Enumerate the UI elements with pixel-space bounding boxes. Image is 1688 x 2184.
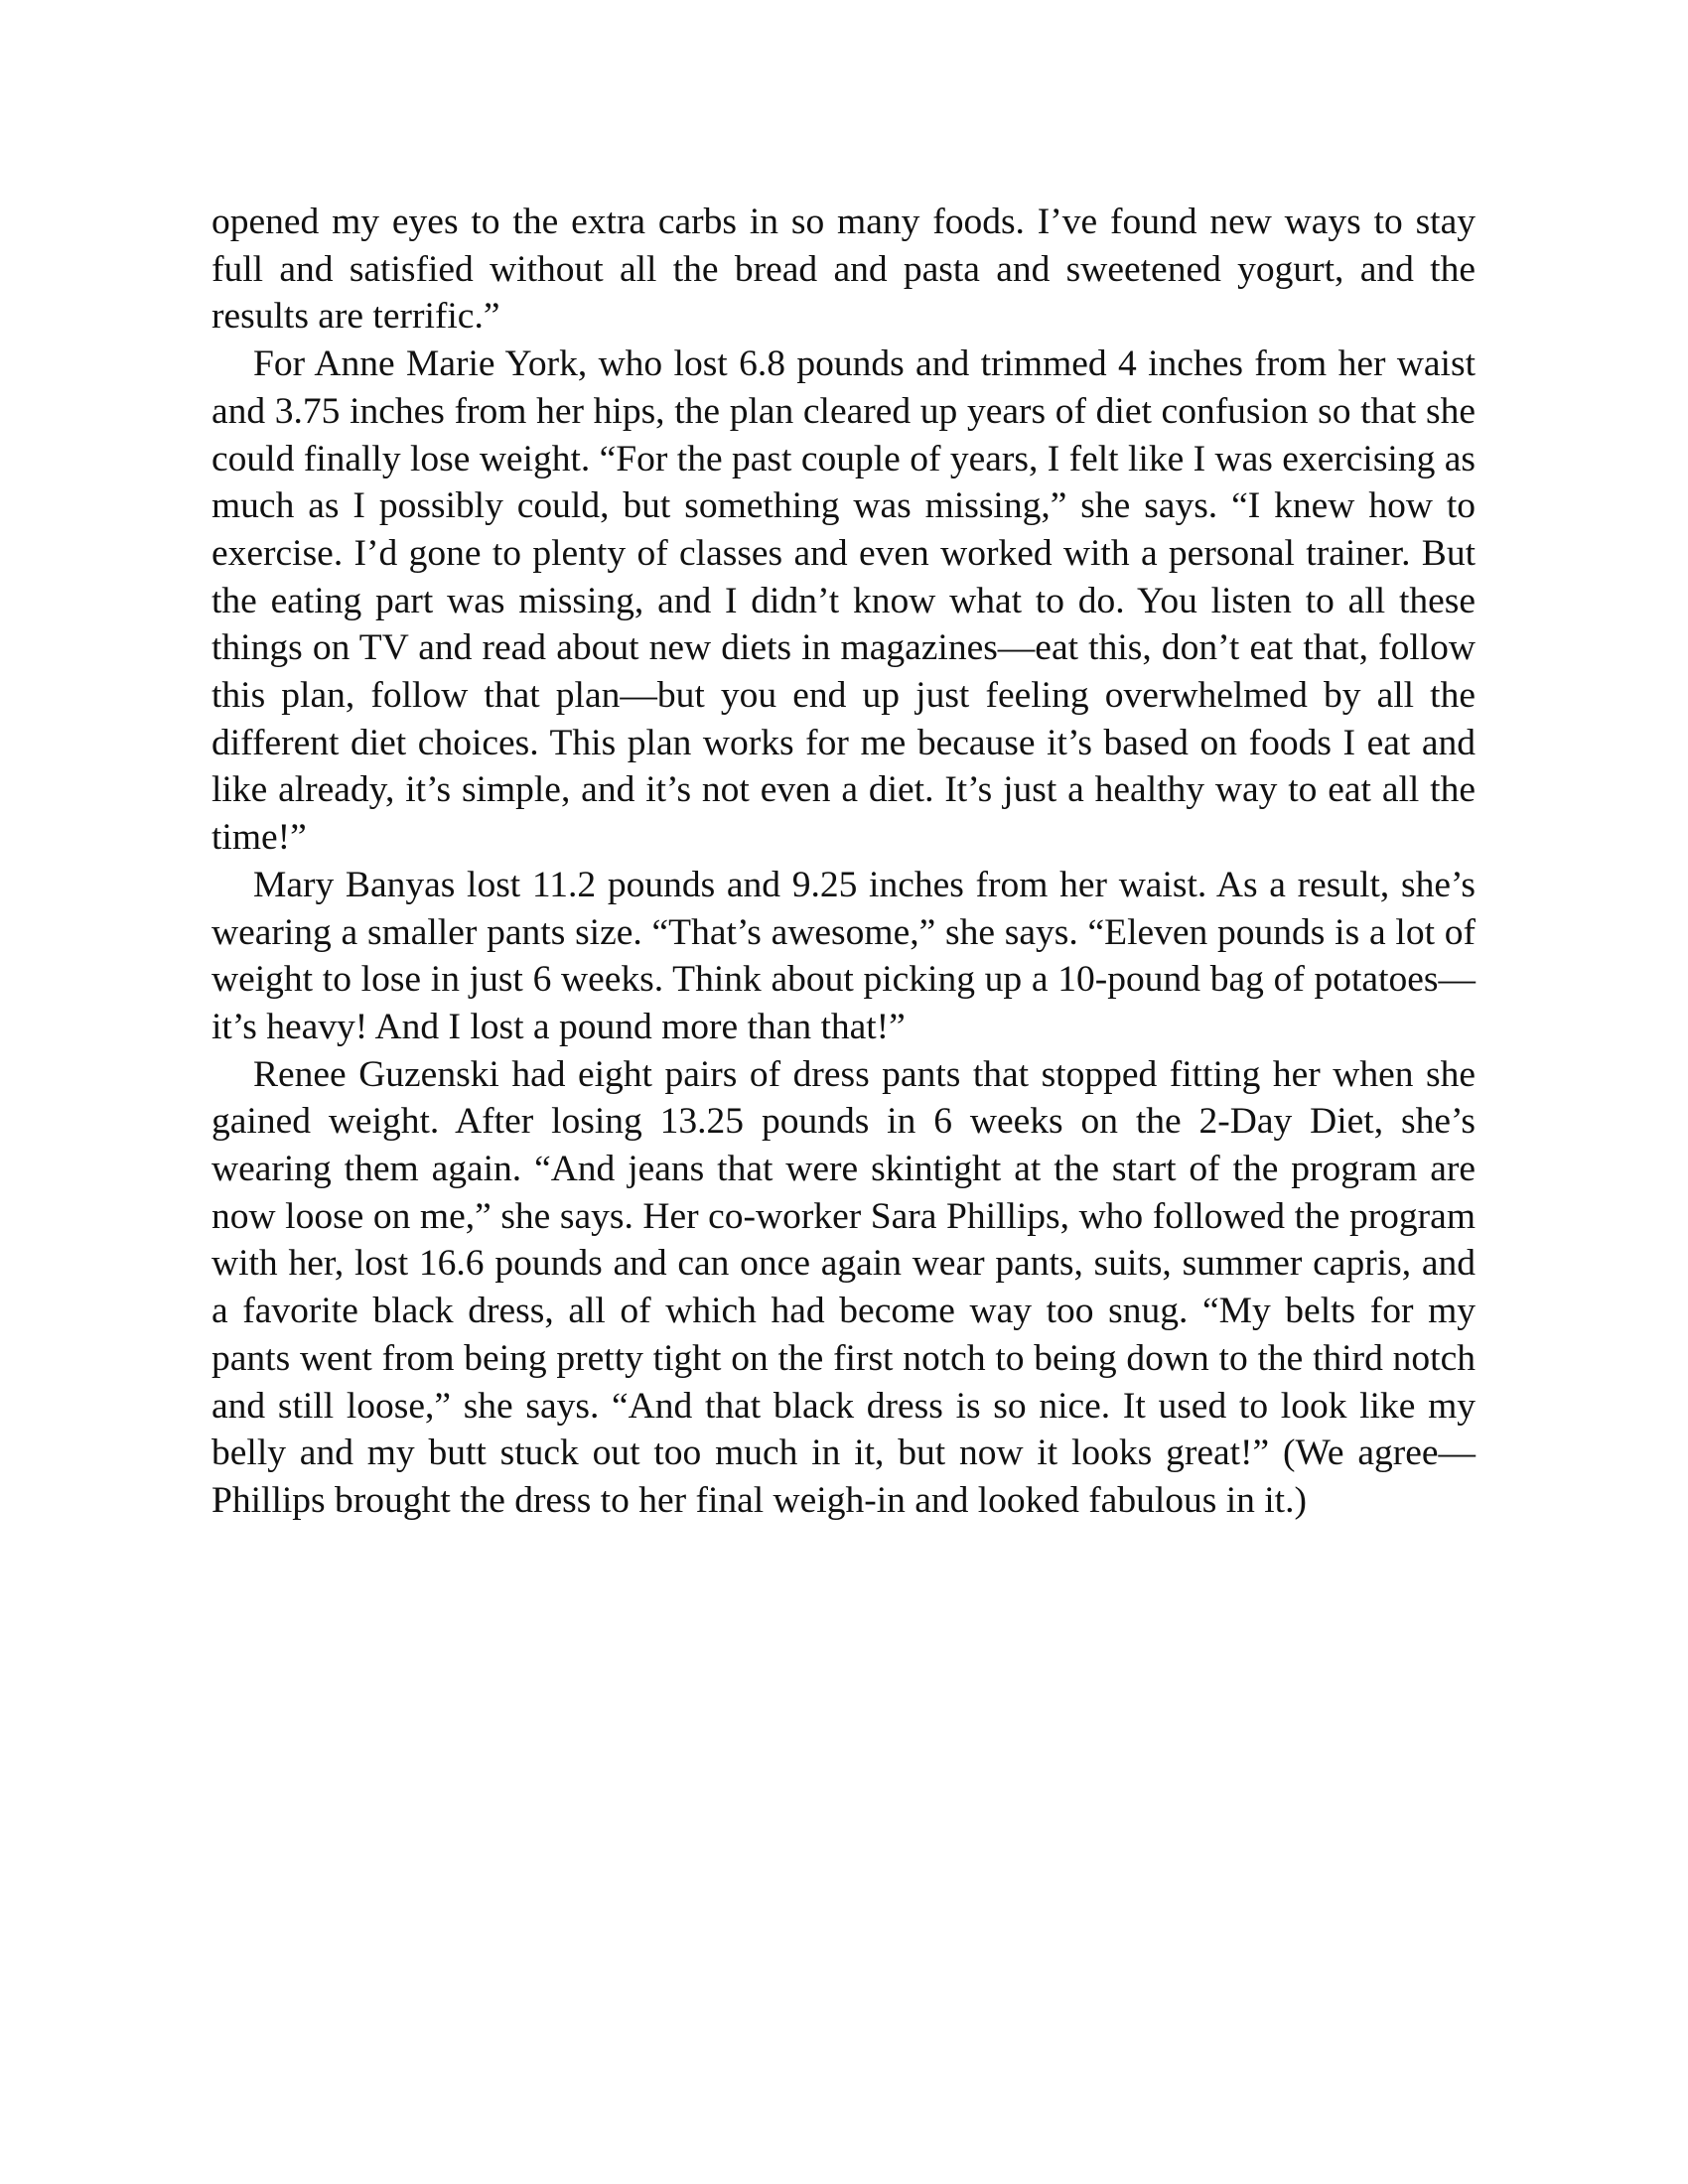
page-body [211, 199, 1476, 1525]
paragraph-renee-guzenski: Renee Guzenski had eight pairs of dress pants that stopped fitting her when she gained weight. After losing 13.25 pounds in 6 weeks on the 2-Day Diet, she’s wearing them again. “And jeans that were skintight at the start of the program are now loose on me,” she says. Her co-worker Sara Phillips, who followed the program with her, lost 16.6 pounds and can once again wear pants, suits, summer capris, and a favorite black dress, all of which had become way too snug. “My belts for my pants went from being pretty tight on the first notch to being down to the third notch and still loose,” she says. “And that black dress is so nice. It used to look like my belly and my butt stuck out too much in it, but now it looks great!” (We agree—Phillips brought the dress to her final weigh-in and looked fabulous in it.) [211, 1053, 1476, 1521]
paragraph-mary-banyas: Mary Banyas lost 11.2 pounds and 9.25 inches from her waist. As a result, she’s wearing a smaller pants size. “That’s awesome,” she says. “Eleven pounds is a lot of weight to lose in just 6 weeks. Think about picking up a 10-pound bag of potatoes—it’s heavy! And I lost a pound more than that!” [211, 864, 1476, 1047]
paragraph-continuation: opened my eyes to the extra carbs in so many foods. I’ve found new ways to stay full and satisfied without all the bread and pasta and sweetened yogurt, and the results are terrific.” [211, 202, 1476, 338]
paragraph-anne-marie-york: For Anne Marie York, who lost 6.8 pounds and trimmed 4 inches from her waist and 3.75 inches from her hips, the plan cleared up years of diet confusion so that she could finally lose weight. “For the past couple of years, I felt like I was exercising as much as I possibly could, but something was missing,” she says. “I knew how to exercise. I’d gone to plenty of classes and even worked with a personal trainer. But the eating part was missing, and I didn’t know what to do. You listen to all these things on TV and read about new diets in magazines—eat this, don’t eat that, follow this plan, follow that plan—but you end up just feeling overwhelmed by all the different diet choices. This plan works for me because it’s based on foods I eat and like already, it’s simple, and it’s not even a diet. It’s just a healthy way to eat all the time!” [211, 343, 1476, 859]
